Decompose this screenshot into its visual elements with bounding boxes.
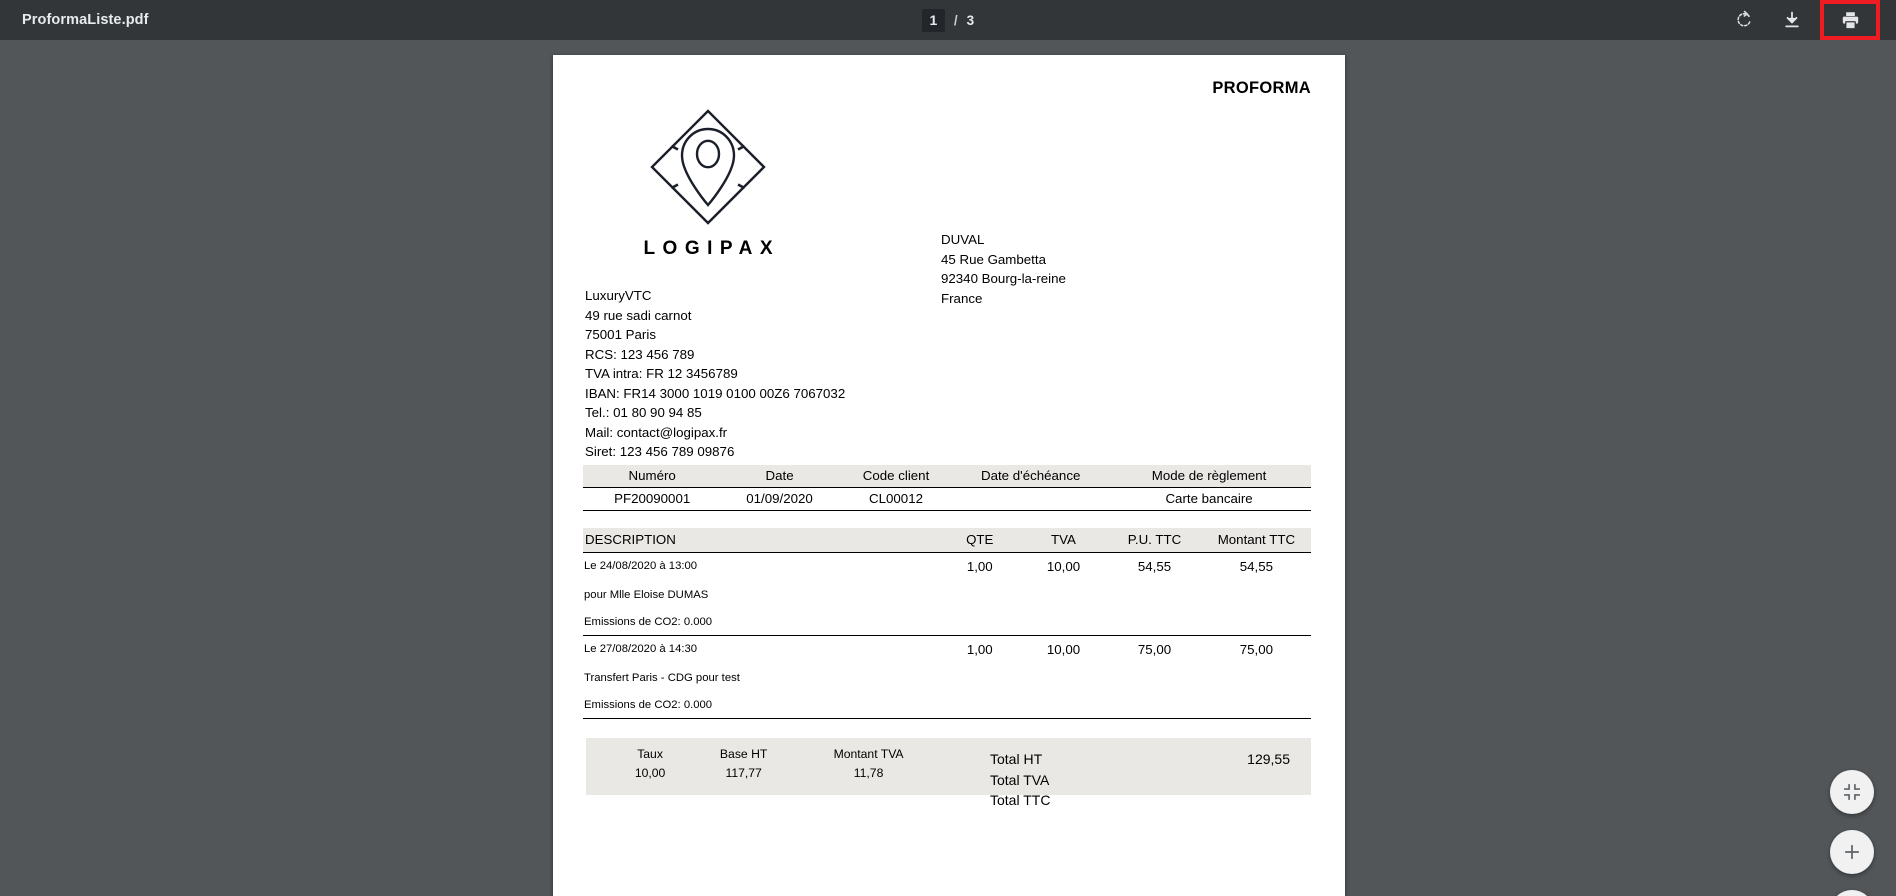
item-co2: Emissions de CO2: 0.000 [583,685,940,719]
fit-to-page-button[interactable] [1830,770,1874,814]
meta-header-numero: Numéro [583,465,721,488]
total-row-ht [990,749,1290,770]
line-items-table [583,528,1311,719]
item-description: Le 27/08/2020 à 14:30 [584,643,698,655]
recipient-line: 92340 Bourg-la-reine [941,271,1066,286]
items-header-qte: QTE [940,528,1020,553]
total-label: Total TVA [990,771,1050,788]
document-title: ProformaListe.pdf [22,12,149,28]
item-pu-ttc: 54,55 [1137,559,1172,574]
sender-line: Mail: contact@logipax.fr [585,424,728,440]
item-co2: Emissions de CO2: 0.000 [583,602,940,636]
sender-line: TVA intra: FR 12 3456789 [585,366,738,381]
tax-breakdown-table [610,746,940,781]
meta-value-echeance [954,488,1107,511]
meta-value-numero: PF20090001 [583,488,721,511]
sender-line: Tel.: 01 80 90 94 85 [585,405,702,420]
meta-header-mode: Mode de règlement [1107,465,1311,488]
diamond-map-pin-icon [583,105,833,234]
item-tva: 10,00 [1046,642,1081,657]
recipient-line: DUVAL [941,232,985,247]
items-header-montant-ttc: Montant TTC [1202,528,1311,553]
tax-value-taux: 10,00 [634,766,666,780]
table-row [583,658,1311,685]
pdf-viewer-area[interactable] [0,40,1896,896]
print-icon [1840,10,1861,31]
company-logo [583,105,833,260]
zoom-out-button[interactable] [1830,890,1874,896]
download-icon [1782,10,1802,30]
totals-list [990,749,1290,811]
total-value: 129,55 [1247,751,1290,767]
meta-value-code: CL00012 [838,488,954,511]
tax-header-montant-tva: Montant TVA [833,747,904,761]
meta-value-mode: Carte bancaire [1107,488,1311,511]
table-row [610,764,940,781]
total-row-ttc [990,790,1290,811]
sender-address-block [585,286,845,462]
print-button[interactable] [1824,4,1876,36]
table-header-row [610,746,940,764]
tax-header-base-ht: Base HT [719,747,768,761]
sender-line: 49 rue sadi carnot [585,307,692,323]
page-indicator [0,9,1896,32]
table-header-row [583,528,1311,553]
table-row [583,602,1311,636]
print-button-highlight [1820,0,1880,40]
tax-value-montant-tva: 11,78 [853,766,884,780]
total-label: Total TTC [990,792,1051,808]
table-row [583,488,1311,511]
invoice-meta-table [583,465,1311,511]
pdf-page-1 [553,55,1345,896]
rotate-clockwise-icon [1734,10,1754,30]
item-montant-ttc: 75,00 [1239,642,1274,657]
plus-icon [1842,842,1862,862]
meta-value-date: 01/09/2020 [721,488,837,511]
item-montant-ttc: 54,55 [1239,559,1274,574]
total-page-count: 3 [966,12,975,28]
pdf-toolbar [0,0,1896,40]
proforma-heading: PROFORMA [1212,79,1311,97]
sender-line: RCS: 123 456 789 [585,346,695,362]
sender-line: IBAN: FR14 3000 1019 0100 00Z6 7067032 [585,385,846,401]
recipient-line: France [941,290,983,306]
item-tva: 10,00 [1046,559,1081,574]
table-row [583,553,1311,576]
meta-header-code: Code client [838,465,954,488]
sender-line: 75001 Paris [585,327,656,342]
floating-zoom-controls [1830,770,1874,896]
sender-line: LuxuryVTC [585,288,652,303]
items-header-pu-ttc: P.U. TTC [1107,528,1202,553]
sender-line: Siret: 123 456 789 09876 [585,444,735,459]
recipient-address-block [941,230,1066,308]
download-button[interactable] [1768,0,1816,40]
item-qte: 1,00 [966,559,993,574]
tax-value-base-ht: 117,77 [725,766,762,780]
meta-header-date: Date [721,465,837,488]
items-header-description: DESCRIPTION [583,528,940,553]
item-qte: 1,00 [966,642,993,657]
toolbar-actions [1720,0,1896,40]
page-separator: / [953,12,958,28]
current-page-input[interactable]: 1 [922,9,945,32]
items-header-tva: TVA [1020,528,1107,553]
item-pu-ttc: 75,00 [1137,642,1172,657]
item-detail: Transfert Paris - CDG pour test [584,672,740,684]
fit-to-page-icon [1842,782,1862,802]
total-label: Total HT [990,751,1043,767]
table-row [583,636,1311,659]
item-description: Le 24/08/2020 à 13:00 [584,560,698,572]
totals-section [586,738,1311,808]
logo-wordmark: LOGIPAX [643,238,781,259]
total-row-tva [990,770,1290,791]
zoom-in-button[interactable] [1830,830,1874,874]
meta-header-echeance: Date d'échéance [954,465,1107,488]
tax-header-taux: Taux [637,747,663,761]
table-header-row [583,465,1311,488]
item-detail: pour Mlle Eloise DUMAS [584,589,709,601]
rotate-button[interactable] [1720,0,1768,40]
recipient-line: 45 Rue Gambetta [941,251,1046,267]
table-row [583,575,1311,602]
table-row [583,685,1311,719]
